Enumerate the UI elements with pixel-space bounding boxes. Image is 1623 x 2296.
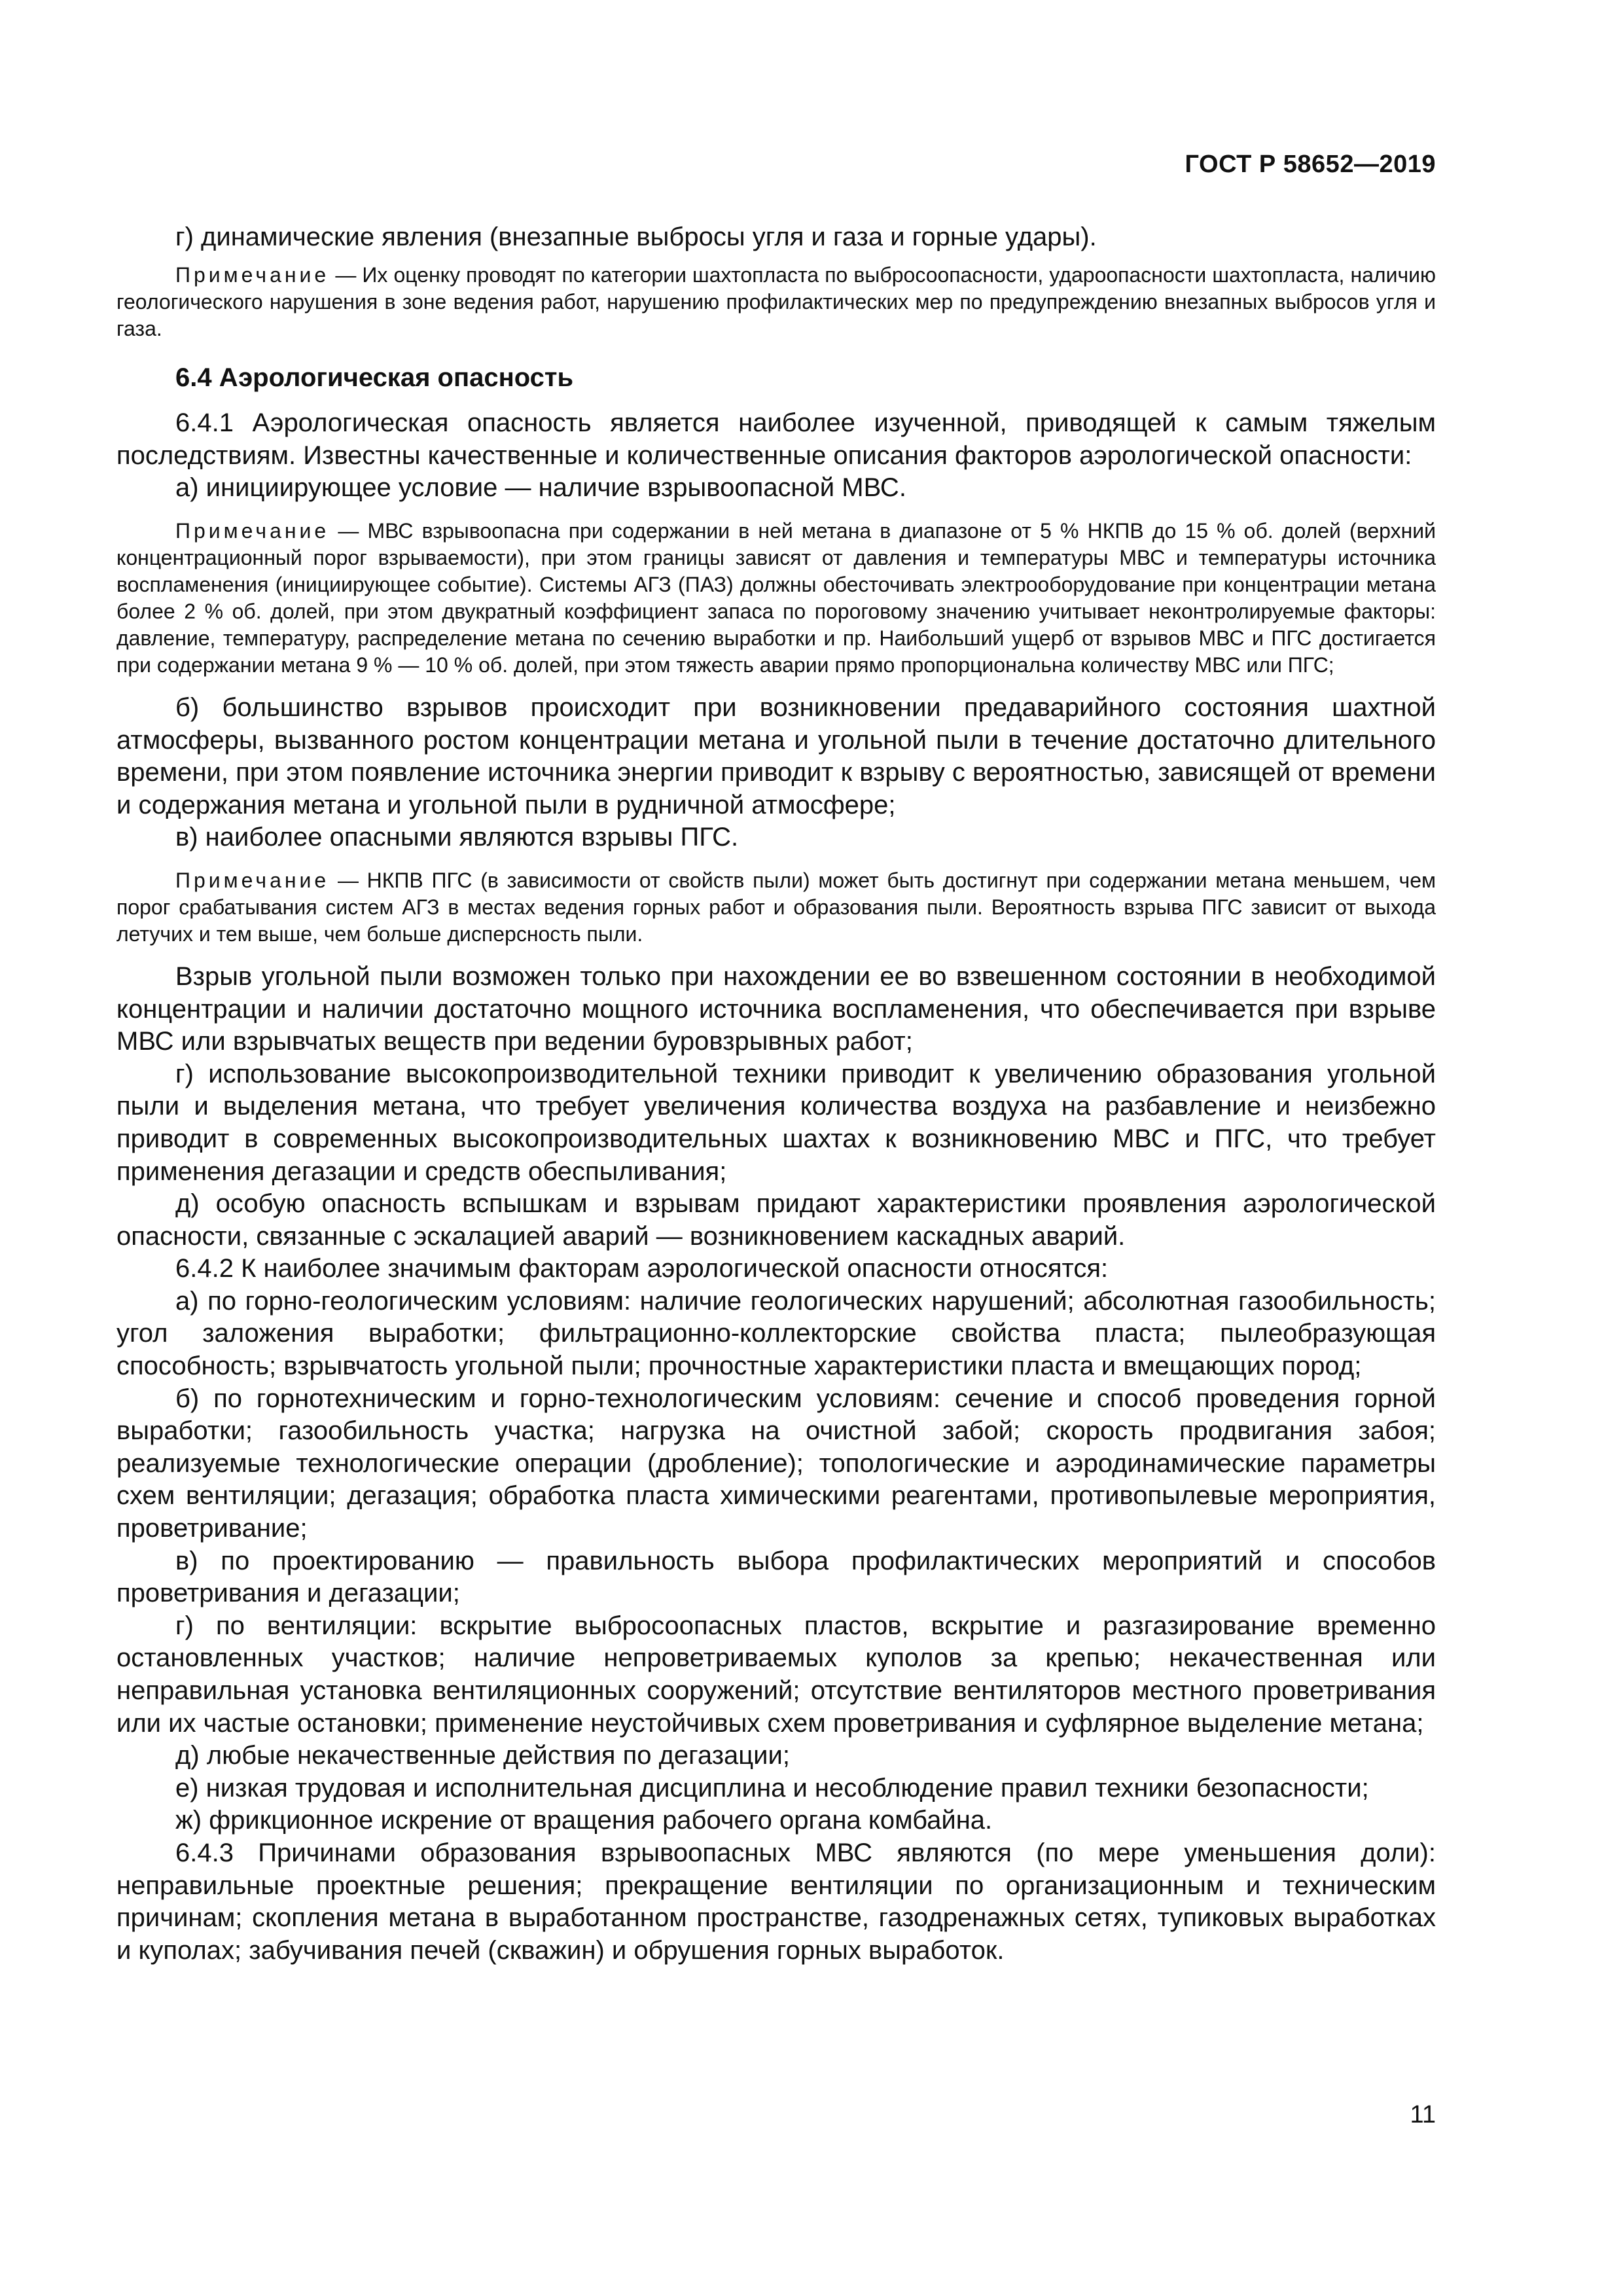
note-1-text: — Их оценку проводят по категории шахтопласта по выбросоопасности, удароопасности шахтопласта, наличию геологического нарушения в зоне ведения работ, нарушению профилактических мер по предупреждению внезапных выбросов угля и газа. bbox=[116, 262, 1436, 340]
clause-6-4-2-e: е) низкая трудовая и исполнительная дисциплина и несоблюдение правил техники безопасности; bbox=[175, 1773, 1369, 1803]
coal-dust-paragraph: Взрыв угольной пыли возможен только при нахождении ее во взвешенном состоянии в необходимой концентрации и наличии достаточно мощного источника воспламенения, что обеспечивается при взрыве МВС или взрывчатых веществ при ведении буровзрывных работ; bbox=[116, 961, 1436, 1056]
note-2 bbox=[116, 518, 1436, 679]
clause-6-4-2-g: г) по вентиляции: вскрытие выбросоопасных пластов, вскрытие и разгазирование временно остановленных участков; наличие непроветриваемых куполов за крепью; некачественная или неправильная установка вентиляционных сооружений; отсутствие вентиляторов местного проветривания или их частые остановки; применение неустойчивых схем проветривания и суфлярное выделение метана; bbox=[116, 1611, 1436, 1738]
item-g-dynamic: г) динамические явления (внезапные выбросы угля и газа и горные удары). bbox=[175, 223, 1097, 251]
clause-6-4-2-d: д) любые некачественные действия по дегазации; bbox=[175, 1741, 790, 1770]
clause-6-4-3: 6.4.3 Причинами образования взрывоопасных МВС являются (по мере уменьшения доли): неправильные проектные решения; прекращение вентиляции по организационным и техническим причинам; скопления метана в выработанном пространстве, газодренажных сетях, тупиковых выработках и куполах; забучивания печей (скважин) и обрушения горных выработок. bbox=[116, 1838, 1436, 1965]
clause-6-4-1-a: а) инициирующее условие — наличие взрывоопасной МВС. bbox=[175, 473, 906, 503]
clause-6-4-2-b: б) по горнотехническим и горно-технологическим условиям: сечение и способ проведения горной выработки; газообильность участка; нагрузка на очистной забой; скорость продвигания забоя; реализуемые технологические операции (дробление); топологические и аэродинамические параметры схем вентиляции; дегазация; обработка пласта химическими реагентами, противопылевые мероприятия, проветривание; bbox=[116, 1384, 1436, 1543]
section-heading: 6.4 Аэрологическая опасность bbox=[175, 363, 574, 392]
page-number: 11 bbox=[1410, 2101, 1436, 2128]
clause-6-4-1-g: г) использование высокопроизводительной техники приводит к увеличению образования угольной пыли и выделения метана, что требует увеличения количества воздуха на разбавление и неизбежно приводит в современных высокопроизводительных шахтах к возникновению МВС и ПГС, что требует применения дегазации и средств обеспыливания; bbox=[116, 1059, 1436, 1186]
document-body bbox=[116, 221, 1436, 1967]
clause-6-4-1-d: д) особую опасность вспышкам и взрывам придают характеристики проявления аэрологической опасности, связанные с эскалацией аварий — возникновением каскадных аварий. bbox=[116, 1189, 1436, 1251]
note-label: Примечание bbox=[175, 518, 330, 543]
clause-6-4-2: 6.4.2 К наиболее значимым факторам аэрологической опасности относятся: bbox=[175, 1254, 1109, 1283]
clause-6-4-1-b: б) большинство взрывов происходит при возникновении предаварийного состояния шахтной атмосферы, вызванного ростом концентрации метана и угольной пыли в течение достаточно длительного времени, при этом появление источника энергии приводит к взрыву с вероятностью, зависящей от времени и содержания метана и угольной пыли в рудничной атмосфере; bbox=[116, 692, 1436, 819]
note-1 bbox=[116, 262, 1436, 342]
clause-6-4-2-zh: ж) фрикционное искрение от вращения рабочего органа комбайна. bbox=[175, 1806, 993, 1835]
note-2-text: — МВС взрывоопасна при содержании в ней метана в диапазоне от 5 % НКПВ до 15 % об. долей (верхний концентрационный порог взрываемости), при этом границы зависят от давления и температуры МВС и температуры источника воспламенения (инициирующее событие). Системы АГЗ (ПАЗ) должны обесточивать электрооборудование при концентрации метана более 2 % об. долей, при этом двукратный коэффициент запаса по пороговому значению учитывает неконтролируемые факторы: давление, температуру, распределение метана по сечению выработки и пр. Наибольший ущерб от взрывов МВС и ПГС достигается при содержании метана 9 % — 10 % об. долей, при этом тяжесть аварии прямо пропорциональна количеству МВС или ПГС; bbox=[116, 518, 1436, 677]
clause-6-4-1-v: в) наиболее опасными являются взрывы ПГС. bbox=[175, 823, 739, 852]
clause-6-4-2-a: а) по горно-геологическим условиям: наличие геологических нарушений; абсолютная газообильность; угол заложения выработки; фильтрационно-коллекторские свойства пласта; пылеобразующая способность; взрывчатость угольной пыли; прочностные характеристики пласта и вмещающих пород; bbox=[116, 1286, 1436, 1381]
note-3 bbox=[116, 867, 1436, 948]
note-label: Примечание bbox=[175, 868, 330, 892]
clause-6-4-2-v: в) по проектированию — правильность выбора профилактических мероприятий и способов проветривания и дегазации; bbox=[116, 1546, 1436, 1608]
document-page bbox=[116, 0, 1436, 2296]
clause-6-4-1: 6.4.1 Аэрологическая опасность является наиболее изученной, приводящей к самым тяжелым последствиям. Известны качественные и количественные описания факторов аэрологической опасности: bbox=[116, 408, 1436, 470]
note-label: Примечание bbox=[175, 262, 330, 287]
note-3-text: — НКПВ ПГС (в зависимости от свойств пыли) может быть достигнут при содержании метана меньшем, чем порог срабатывания систем АГЗ в местах ведения горных работ и образования пыли. Вероятность взрыва ПГС зависит от выхода летучих и тем выше, чем больше дисперсность пыли. bbox=[116, 868, 1436, 946]
document-code: ГОСТ Р 58652—2019 bbox=[1185, 151, 1436, 178]
